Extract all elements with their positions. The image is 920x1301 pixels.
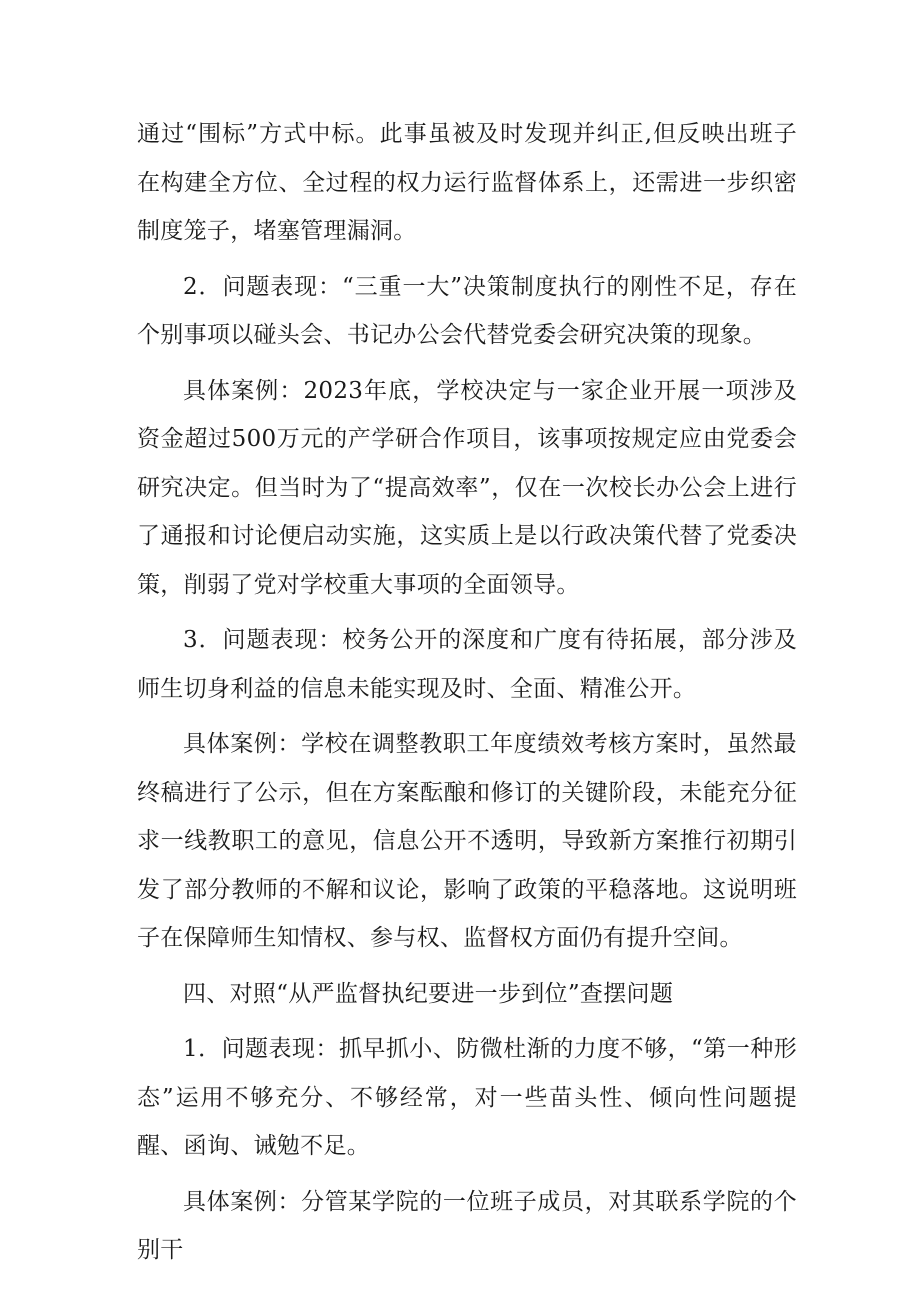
document-page <box>137 110 797 1275</box>
paragraph-case-3: 具体案例：学校在调整教职工年度绩效考核方案时，虽然最终稿进行了公示，但在方案酝酿和修订的关键阶段，未能充分征求一线教职工的意见，信息公开不透明，导致新方案推行初期引发了部分教师的不解和议论，影响了政策的平稳落地。这说明班子在保障师生知情权、参与权、监督权方面仍有提升空间。 <box>137 731 797 951</box>
paragraph-issue-3: 3．问题表现：校务公开的深度和广度有待拓展，部分涉及师生切身利益的信息未能实现及时、全面、精准公开。 <box>137 627 797 702</box>
paragraph-case-4-1: 具体案例：分管某学院的一位班子成员，对其联系学院的个别干 <box>137 1188 797 1263</box>
section-heading-4: 四、对照“从严监督执纪要进一步到位”查摆问题 <box>183 980 674 1007</box>
paragraph-issue-4-1: 1．问题表现：抓早抓小、防微杜渐的力度不够，“第一种形态”运用不够充分、不够经常，对一些苗头性、倾向性问题提醒、函询、诫勉不足。 <box>137 1036 797 1159</box>
paragraph-case-2: 具体案例：2023年底，学校决定与一家企业开展一项涉及资金超过500万元的产学研合作项目，该事项按规定应由党委会研究决定。但当时为了“提高效率”，仅在一次校长办公会上进行了通报和讨论便启动实施，这实质上是以行政决策代替了党委决策，削弱了党对学校重大事项的全面领导。 <box>137 377 797 598</box>
paragraph-continuation: 通过“围标”方式中标。此事虽被及时发现并纠正,但反映出班子在构建全方位、全过程的权力运行监督体系上，还需进一步织密制度笼子，堵塞管理漏洞。 <box>137 121 797 244</box>
paragraph-issue-2: 2．问题表现：“三重一大”决策制度执行的刚性不足，存在个别事项以碰头会、书记办公会代替党委会研究决策的现象。 <box>137 273 797 348</box>
